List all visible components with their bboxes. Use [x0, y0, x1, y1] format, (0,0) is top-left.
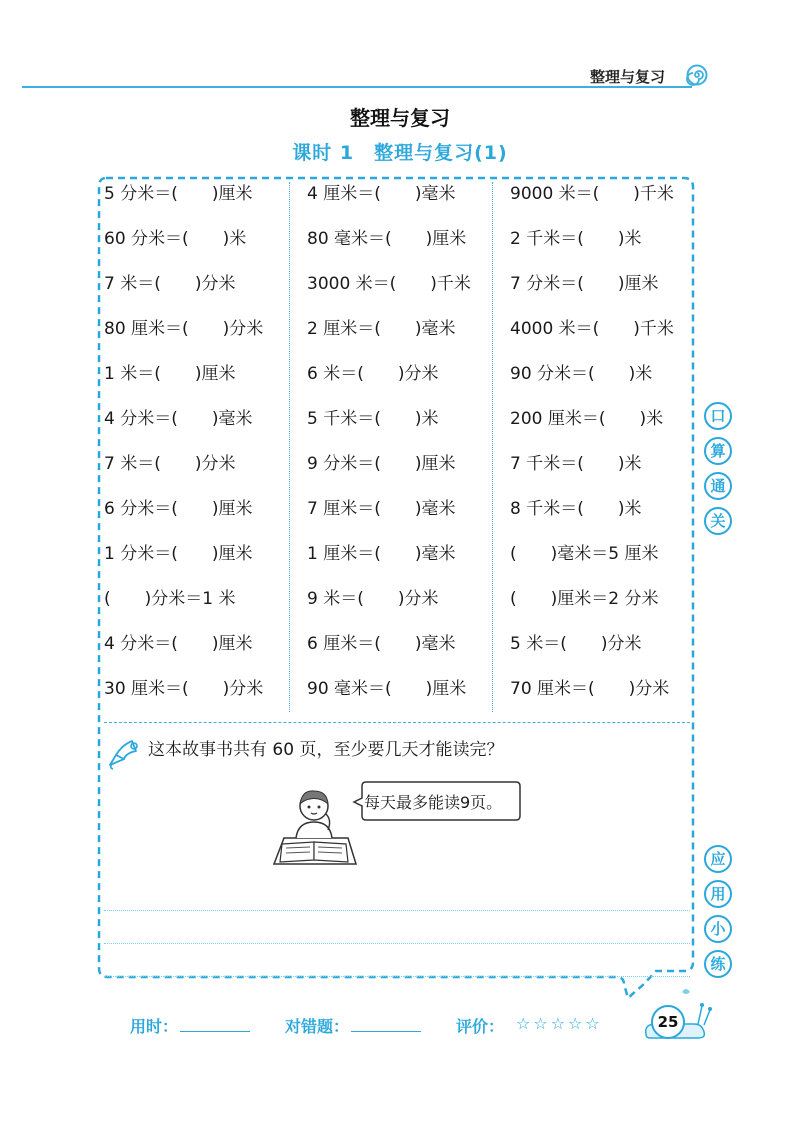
conversion-item: 80 厘米＝( )分米: [104, 319, 264, 339]
answer-line: [104, 943, 690, 944]
conversion-item: 7 米＝( )分米: [104, 454, 236, 474]
horn-icon: [104, 733, 142, 771]
side-tab-applied-practice: [702, 845, 730, 985]
conversion-item: 60 分米＝( )米: [104, 229, 247, 249]
child-reading-illustration: [270, 782, 360, 874]
conversion-item: 7 厘米＝( )毫米: [307, 499, 456, 519]
conversion-item: 4 厘米＝( )毫米: [307, 184, 456, 204]
conversion-item: 1 米＝( )厘米: [104, 364, 236, 384]
conversion-item: 9 米＝( )分米: [307, 589, 439, 609]
conversion-item: 5 米＝( )分米: [510, 634, 642, 654]
spiral-icon: [686, 64, 708, 86]
footer-time-label: 用时：: [130, 1017, 179, 1036]
conversion-item: 90 毫米＝( )厘米: [307, 679, 467, 699]
conversion-item: 6 分米＝( )厘米: [104, 499, 253, 519]
side-tab-char: 小: [704, 915, 732, 943]
conversion-item: 7 米＝( )分米: [104, 274, 236, 294]
header-section-label: 整理与复习: [590, 68, 666, 86]
conversion-item: 6 厘米＝( )毫米: [307, 634, 456, 654]
footer-corrections: [285, 1014, 421, 1037]
side-tab-char: 练: [704, 950, 732, 978]
side-tab-oral-calculation: [702, 402, 730, 542]
page-title: 整理与复习: [350, 106, 450, 130]
conversion-item: 4000 米＝( )千米: [510, 319, 674, 339]
conversion-item: 2 千米＝( )米: [510, 229, 642, 249]
conversion-item: 5 分米＝( )厘米: [104, 184, 253, 204]
conversion-item: 8 千米＝( )米: [510, 499, 642, 519]
section-divider: [104, 722, 690, 723]
conversion-item: ( )分米＝1 米: [104, 589, 236, 609]
side-tab-char: 关: [704, 507, 732, 535]
rating-stars[interactable]: ☆☆☆☆☆: [516, 1014, 603, 1033]
conversion-item: 90 分米＝( )米: [510, 364, 653, 384]
snail-icon: [642, 984, 712, 1040]
exercise-column-1: [104, 180, 263, 720]
conversion-item: 80 毫米＝( )厘米: [307, 229, 467, 249]
exercise-column-3: [510, 180, 674, 720]
conversion-item: ( )厘米＝2 分米: [510, 589, 659, 609]
conversion-item: 9 分米＝( )厘米: [307, 454, 456, 474]
footer-time: [130, 1014, 250, 1037]
column-divider: [289, 182, 290, 712]
column-divider: [492, 182, 493, 712]
conversion-item: 6 米＝( )分米: [307, 364, 439, 384]
footer-rating-label: 评价：: [456, 1017, 505, 1036]
conversion-item: 7 千米＝( )米: [510, 454, 642, 474]
side-tab-char: 用: [704, 880, 732, 908]
conversion-item: 3000 米＝( )千米: [307, 274, 471, 294]
conversion-item: 9000 米＝( )千米: [510, 184, 674, 204]
conversion-item: 4 分米＝( )毫米: [104, 409, 253, 429]
conversion-item: 5 千米＝( )米: [307, 409, 439, 429]
side-tab-char: 通: [704, 472, 732, 500]
lesson-subtitle: 课时 1 整理与复习(1): [292, 142, 508, 164]
conversion-item: 7 分米＝( )厘米: [510, 274, 659, 294]
conversion-item: 30 厘米＝( )分米: [104, 679, 264, 699]
side-tab-char: 口: [704, 402, 732, 430]
conversion-item: ( )毫米＝5 厘米: [510, 544, 659, 564]
side-tab-char: 算: [704, 437, 732, 465]
answer-line: [104, 910, 690, 911]
time-blank[interactable]: [180, 1017, 250, 1032]
exercise-column-2: [307, 180, 471, 720]
conversion-item: 2 厘米＝( )毫米: [307, 319, 456, 339]
side-tab-char: 应: [704, 845, 732, 873]
conversion-item: 1 厘米＝( )毫米: [307, 544, 456, 564]
footer-rating: [456, 1014, 504, 1037]
conversion-item: 70 厘米＝( )分米: [510, 679, 670, 699]
conversion-item: 1 分米＝( )厘米: [104, 544, 253, 564]
page-number: 25: [657, 1013, 679, 1031]
conversion-item: 200 厘米＝( )米: [510, 409, 664, 429]
answer-line: [104, 976, 690, 977]
corrections-blank[interactable]: [351, 1017, 421, 1032]
footer-corrections-label: 对错题：: [285, 1017, 350, 1036]
problem-text: 这本故事书共有 60 页，至少要几天才能读完？: [148, 740, 504, 760]
speech-bubble-text: 每天最多能读9页。: [364, 793, 503, 812]
conversion-item: 4 分米＝( )厘米: [104, 634, 253, 654]
